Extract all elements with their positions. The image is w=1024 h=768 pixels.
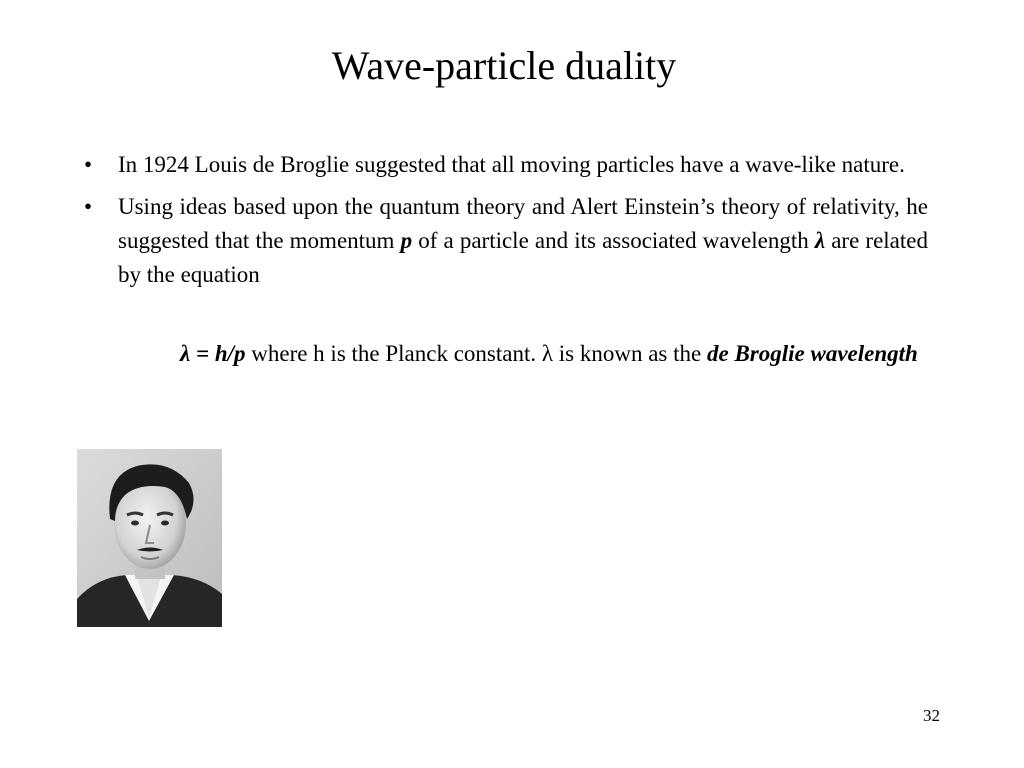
slide-title: Wave-particle duality	[331, 43, 677, 88]
bullet-dot-icon: •	[84, 194, 93, 219]
portrait-illustration	[77, 449, 222, 627]
bullet-text-part-2: of a particle and its associated wavelength	[412, 228, 815, 253]
bullet-text-part-1: Using ideas based upon the quantum theory and Alert Einstein’s theory of relativity, he suggested that the momentum	[118, 194, 928, 253]
portrait-photo	[77, 449, 222, 627]
equation-formula: λ = h/p	[180, 341, 246, 366]
equation-line	[180, 336, 928, 372]
equation-text: where h is the Planck constant. λ is known as the	[245, 341, 707, 366]
bullet-text-part-3: are related by the equation	[118, 228, 928, 287]
bullet-text: In 1924 Louis de Broglie suggested that all moving particles have a wave-like nature.	[118, 152, 905, 177]
page-number: 32	[923, 706, 940, 725]
bullet-dot-icon: •	[84, 152, 93, 177]
de-broglie-term: de Broglie wavelength	[706, 341, 918, 366]
bullet-list	[80, 148, 928, 300]
wavelength-symbol: λ	[814, 228, 826, 253]
bullet-item-1	[80, 148, 928, 182]
momentum-symbol: p	[400, 228, 413, 253]
bullet-item-2	[80, 190, 928, 292]
